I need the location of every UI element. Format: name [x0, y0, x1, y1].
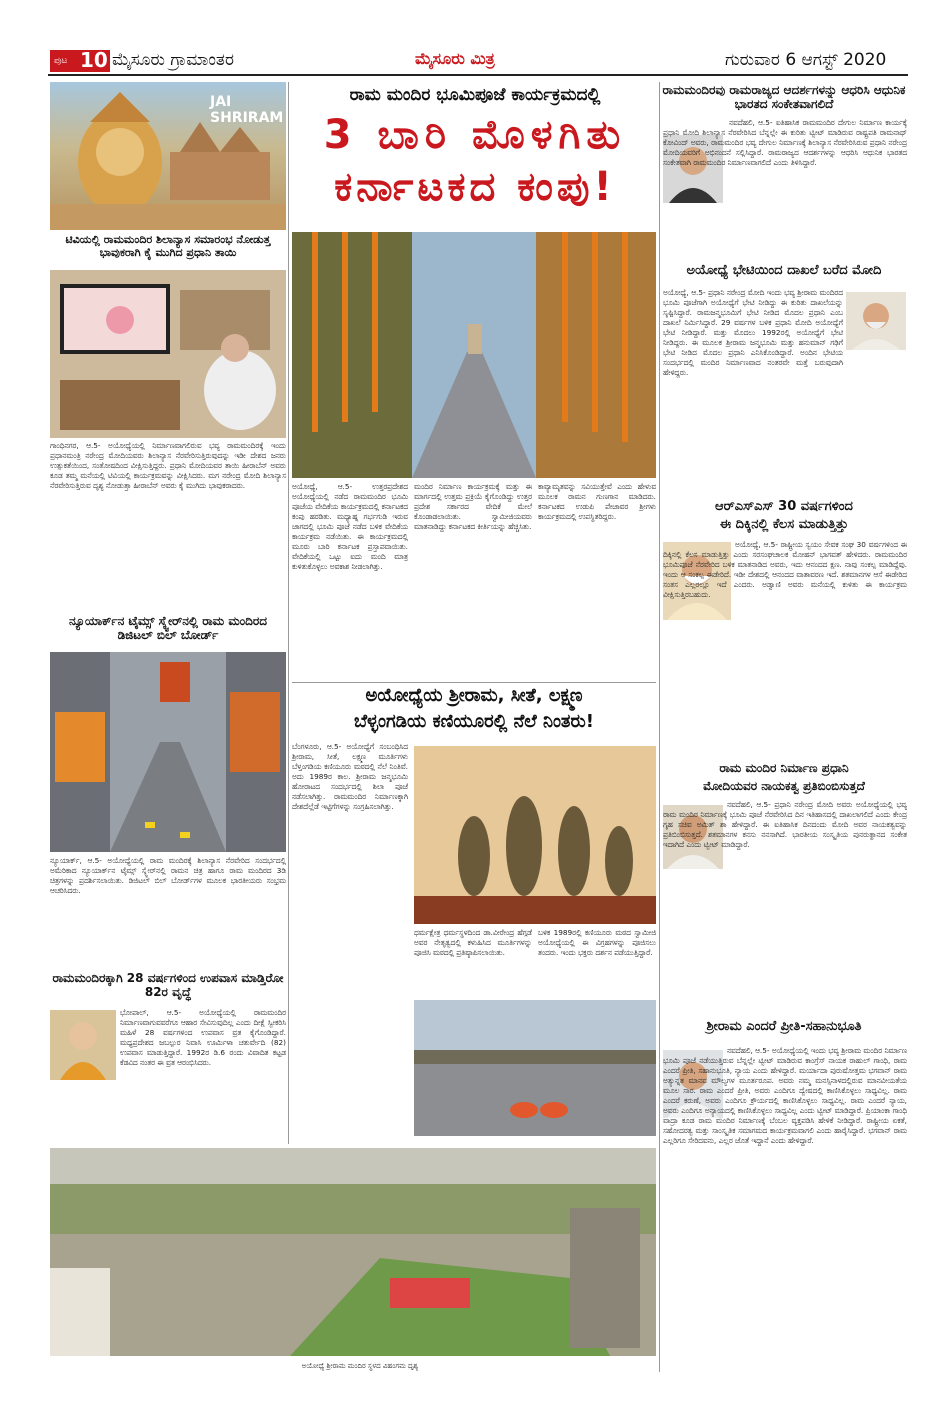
elderly-woman-illustration — [50, 1010, 116, 1080]
modi-photo — [846, 292, 906, 350]
ayodhya-street-photo — [292, 232, 656, 478]
issue-date: ಗುರುವಾರ 6 ಆಗಸ್ಟ್ 2020 — [725, 50, 887, 70]
statues-photo — [414, 746, 656, 924]
times-square-photo — [50, 652, 286, 852]
times-square-headline: ನ್ಯೂಯಾರ್ಕ್‌ನ ಟೈಮ್ಸ್ ಸ್ಕ್ವೇರ್‌ನಲ್ಲಿ ರಾಮ ಮಂದಿರದ ಡಿಜಿಟಲ್ ಬಿಲ್ ಬೋರ್ಡ್ — [69, 614, 267, 642]
page-number: 10 — [80, 48, 108, 72]
elderly-headline: ರಾಮಮಂದಿರಕ್ಕಾಗಿ 28 ವರ್ಷಗಳಿಂದ ಉಪವಾಸ ಮಾಡ್ತಿರೋ 82ರ ವೃದ್ಧೆ — [52, 971, 284, 999]
modi-headline: ಅಯೋಧ್ಯೆ ಭೇಟಿಯಿಂದ ದಾಖಲೆ ಬರೆದ ಮೋದಿ — [686, 263, 882, 278]
elderly-body: ಭೋಪಾಲ್, ಆ.5- ಅಯೋಧ್ಯೆಯಲ್ಲಿ ರಾಮಮಂದಿರ ನಿರ್ಮಾಣವಾಗುವವರೆಗೂ ಆಹಾರ ಸೇವಿಸುವುದಿಲ್ಲ ಎಂದು ದೀಕ್ಷೆ ಸ್ವೀಕರಿಸಿ ಮಹಿಳೆ 28 ವರ್ಷಗಳಿಂದ ಉಪವಾಸ ವ್ರತ ಕೈಗೊಂಡಿದ್ದಾರೆ. ಮಧ್ಯಪ್ರದೇಶದ ಜಬಲ್ಪುರ ನಿವಾಸಿ ಊರ್ಮಿಳಾ ಚತುರ್ವೇದಿ (82) ಉಪವಾಸ ಮಾಡುತ್ತಿದ್ದಾರೆ. 1992ರ ಡಿ.6 ರಂದು ವಿವಾದಿತ ಕಟ್ಟಡ ಕೆಡವಿದ ನಂತರ ಈ ವ್ರತ ಆರಂಭಿಸಿದರು. — [120, 1008, 286, 1067]
amit-shah-headline-line1: ರಾಮ ಮಂದಿರ ನಿರ್ಮಾಣ ಪ್ರಧಾನಿ — [719, 761, 849, 775]
aerial-illustration — [50, 1148, 656, 1356]
elderly-body-cont — [50, 1082, 286, 1142]
statues-body: ಬೆಂಗಳೂರು, ಆ.5- ಅಯೋಧ್ಯೆಗೆ ಸಂಬಂಧಿಸಿದ ಶ್ರೀರಾಮ, ಸೀತೆ, ಲಕ್ಷ್ಮಣ ಮೂರ್ತಿಗಳು ಬೆಳ್ತಂಗಡಿಯ ಕಣಿಯೂರು ಮಠದಲ್ಲಿ ನೆಲೆ ನಿಂತಿವೆ. ಅದು 1989ರ ಕಾಲ. ಶ್ರೀರಾಮ ಜನ್ಮಭೂಮಿ ಹೋರಾಟದ ಸಂದರ್ಭದಲ್ಲಿ ಶಿಲಾ ಪೂಜೆ ನಡೆಸಲಾಗಿತ್ತು. ರಾಮಮಂದಿರ ನಿರ್ಮಾಣಕ್ಕಾಗಿ ದೇಶದೆಲ್ಲೆಡೆ ಇಟ್ಟಿಗೆಗಳನ್ನು ಸಂಗ್ರಹಿಸಲಾಗಿತ್ತು. — [292, 742, 408, 811]
amit-shah-body: ನವದೆಹಲಿ, ಆ.5- ಪ್ರಧಾನಿ ನರೇಂದ್ರ ಮೋದಿ ಅವರು ಅಯೋಧ್ಯೆಯಲ್ಲಿ ಭವ್ಯ ರಾಮ ಮಂದಿರ ನಿರ್ಮಾಣಕ್ಕೆ ಭೂಮಿ ಪೂಜೆ ನೆರವೇರಿಸಿದ ದಿನ ಇತಿಹಾಸದಲ್ಲಿ ದಾಖಲಾಗಲಿದೆ ಎಂದು ಕೇಂದ್ರ ಗೃಹ ಸಚಿವ ಅಮಿತ್ ಶಾ ಹೇಳಿದ್ದಾರೆ. ಈ ಐತಿಹಾಸಿಕ ದಿನದಂದು ಮೋದಿ ಅವರ ನಾಯಕತ್ವವನ್ನು ಪ್ರತಿಬಿಂಬಿಸುತ್ತದೆ. ಶತಮಾನಗಳ ಕನಸು ನನಸಾಗಿದೆ. ಭಾರತೀಯ ಸಂಸ್ಕೃತಿಯ ಪುನರುತ್ಥಾನದ ಸಂಕೇತ ಇದಾಗಿದೆ ಎಂದು ಟ್ವೀಟ್ ಮಾಡಿದ್ದಾರೆ. — [663, 800, 907, 849]
column-rule-1 — [288, 82, 289, 1144]
rahul-body: ನವದೆಹಲಿ, ಆ.5- ಅಯೋಧ್ಯೆಯಲ್ಲಿ ಇಂದು ಭವ್ಯ ಶ್ರೀರಾಮ ಮಂದಿರ ನಿರ್ಮಾಣ ಭೂಮಿ ಪೂಜೆ ನಡೆಯುತ್ತಿರುವ ಬೆನ್ನಲ್ಲೇ ಟ್ವೀಟ್ ಮಾಡಿರುವ ಕಾಂಗ್ರೆಸ್ ನಾಯಕ ರಾಹುಲ್ ಗಾಂಧಿ, ರಾಮ ಎಂದರೆ ಪ್ರೀತಿ, ಸಹಾನುಭೂತಿ, ನ್ಯಾಯ ಎಂದು ಹೇಳಿದ್ದಾರೆ. ಮರ್ಯಾದಾ ಪುರುಷೋತ್ತಮ ಭಗವಾನ್ ರಾಮ ಅತ್ಯುನ್ನತ ಮಾನವ ಮೌಲ್ಯಗಳ ಮೂರ್ತರೂಪ. ಅವರು ನಮ್ಮ ಮನಸ್ಸಿನಾಳದಲ್ಲಿರುವ ಮಾನವೀಯತೆಯ ಮೂಲ ಸಾರ. ರಾಮ ಎಂದರೆ ಪ್ರೀತಿ, ಅವರು ಎಂದಿಗೂ ದ್ವೇಷದಲ್ಲಿ ಕಾಣಿಸಿಕೊಳ್ಳಲು ಸಾಧ್ಯವಿಲ್ಲ. ರಾಮ ಎಂದರೆ ಕರುಣೆ, ಅವರು ಎಂದಿಗೂ ಕ್ರೌರ್ಯದಲ್ಲಿ ಕಾಣಿಸಿಕೊಳ್ಳಲು ಸಾಧ್ಯವಿಲ್ಲ. ರಾಮ ಎಂದರೆ ನ್ಯಾಯ, ಅವರು ಎಂದಿಗೂ ಅನ್ಯಾಯದಲ್ಲಿ ಕಾಣಿಸಿಕೊಳ್ಳಲು ಸಾಧ್ಯವಿಲ್ಲ ಎಂದು ಟ್ವೀಟ್ ಮಾಡಿದ್ದಾರೆ. ಪ್ರಿಯಾಂಕಾ ಗಾಂಧಿ ವಾದ್ರಾ ಕೂಡ ರಾಮ ಮಂದಿರ ನಿರ್ಮಾಣಕ್ಕೆ ಬೆಂಬಲ ವ್ಯಕ್ತಪಡಿಸಿ ಹೇಳಿಕೆ ನೀಡಿದ್ದಾರೆ. ರಾಷ್ಟ್ರೀಯ ಏಕತೆ, ಸಹೋದರತ್ವ ಮತ್ತು ಸಾಂಸ್ಕೃತಿಕ ಸಮಾಗಮದ ಕಾರ್ಯಕ್ರಮವಾಗಲಿ ಎಂದು ಹಾರೈಸಿದ್ದಾರೆ. ಭಗವಾನ್ ರಾಮ ಎಲ್ಲರಿಗೂ ಸೇರಿದವನು, ಎಲ್ಲರ ಜೊತೆ ಇದ್ದಾನೆ ಎಂದು ಹೇಳಿದ್ದಾರೆ. — [663, 1046, 907, 1145]
grandma-body: ಗಾಂಧಿನಗರ, ಆ.5- ಅಯೋಧ್ಯೆಯಲ್ಲಿ ನಿರ್ಮಾಣವಾಗಲಿರುವ ಭವ್ಯ ರಾಮಮಂದಿರಕ್ಕೆ ಇಂದು ಪ್ರಧಾನಮಂತ್ರಿ ನರೇಂದ್ರ ಮೋದಿಯವರು ಶಿಲಾನ್ಯಾಸ ನೆರವೇರಿಸುತ್ತಿರುವುದನ್ನು ಇಡೀ ದೇಶದ ಜನರು ಉತ್ಸುಕತೆಯಿಂದ, ಸಂತೋಷದಿಂದ ವೀಕ್ಷಿಸುತ್ತಿದ್ದರು. ಪ್ರಧಾನಿ ಮೋದಿಯವರ ತಾಯಿ ಹೀರಾಬೆನ್ ಅವರು ಕೂಡ ತಮ್ಮ ಮನೆಯಲ್ಲಿ ಟಿವಿಯಲ್ಲಿ ಕಾರ್ಯಕ್ರಮವನ್ನು ವೀಕ್ಷಿಸಿದರು. ಮಗ ನರೇಂದ್ರ ಮೋದಿ ಶಿಲಾನ್ಯಾಸ ನೆರವೇರಿಸುತ್ತಿರುವ ದೃಶ್ಯ ನೋಡುತ್ತಾ ಹೀರಾಬೆನ್ ಅವರು ಕೈ ಮುಗಿದು ಭಾವುಕರಾದರು. — [50, 441, 286, 490]
ayodhya-square-photo — [414, 1000, 656, 1136]
sand-art-text: JAI SHRIRAM — [210, 94, 284, 126]
president-body: ನವದೆಹಲಿ, ಆ.5- ಐತಿಹಾಸಿಕ ರಾಮಮಂದಿರ ದೇಗುಲ ನಿರ್ಮಾಣ ಕಾರ್ಯಕ್ಕೆ ಪ್ರಧಾನಿ ಮೋದಿ ಶಿಲಾನ್ಯಾಸ ನೆರವೇರಿಸಿದ ಬೆನ್ನಲ್ಲೇ ಈ ಕುರಿತು ಟ್ವೀಟ್ ಮಾಡಿರುವ ರಾಷ್ಟ್ರಪತಿ ರಾಮನಾಥ್ ಕೋವಿಂದ್ ಅವರು, ರಾಮಮಂದಿರ ಭವ್ಯ ದೇಗುಲ ನಿರ್ಮಾಣಕ್ಕೆ ಶಿಲಾನ್ಯಾಸ ನೆರವೇರಿಸಿರುವ ಪ್ರಧಾನಿ ನರೇಂದ್ರ ಮೋದಿಯವರಿಗೆ ಅಭಿನಂದನೆ ಸಲ್ಲಿಸಿದ್ದಾರೆ. ರಾಮರಾಜ್ಯದ ಆದರ್ಶಗಳನ್ನು ಆಧರಿಸಿ ಆಧುನಿಕ ಭಾರತದ ಸಂಕೇತವಾಗಿ ರಾಮಮಂದಿರ ನಿರ್ಮಾಣವಾಗಲಿದೆ ಎಂದು ತಿಳಿಸಿದ್ದಾರೆ. — [663, 118, 907, 167]
rss-body: ಅಯೋಧ್ಯೆ, ಆ.5- ರಾಷ್ಟ್ರೀಯ ಸ್ವಯಂ ಸೇವಕ ಸಂಘ 30 ವರ್ಷಗಳಿಂದ ಈ ದಿಕ್ಕಿನಲ್ಲಿ ಕೆಲಸ ಮಾಡುತ್ತಿತ್ತು ಎಂದು ಸರಸಂಘಚಾಲಕ ಮೋಹನ್ ಭಾಗವತ್ ಹೇಳಿದರು. ರಾಮಮಂದಿರ ಭೂಮಿಪೂಜೆ ನೆರವೇರಿದ ಬಳಿಕ ಮಾತನಾಡಿದ ಅವರು, ಇದು ಆನಂದದ ಕ್ಷಣ. ನಾವು ಸಂಕಲ್ಪ ಮಾಡಿದ್ದೆವು. ಇಂದು ಆ ಸಂಕಲ್ಪ ಈಡೇರಿದೆ. ಇಡೀ ದೇಶದಲ್ಲಿ ಆನಂದದ ವಾತಾವರಣ ಇದೆ. ಶತಮಾನಗಳ ಆಸೆ ಈಡೇರಿದ ಸಂತಸ ಎಲ್ಲರಲ್ಲೂ ಇದೆ ಎಂದರು. ಅಡ್ವಾಣಿ ಅವರು ಮನೆಯಲ್ಲಿ ಕುಳಿತು ಈ ಕಾರ್ಯಕ್ರಮ ವೀಕ್ಷಿಸುತ್ತಿರಬಹುದು. — [663, 540, 907, 599]
column-rule-2 — [659, 82, 660, 1372]
rahul-headline: ಶ್ರೀರಾಮ ಎಂದರೆ ಪ್ರೀತಿ-ಸಹಾನುಭೂತಿ — [706, 1019, 862, 1034]
statues-headline-line2: ಬೆಳ್ಳಂಗಡಿಯ ಕಣಿಯೂರಲ್ಲಿ ನೆಲೆ ನಿಂತರು! — [354, 711, 594, 732]
lead-headline-line1: 3 ಬಾರಿ ಮೊಳಗಿತು — [323, 112, 627, 158]
president-headline: ರಾಮಮಂದಿರವು ರಾಮರಾಜ್ಯದ ಆದರ್ಶಗಳನ್ನು ಆಧರಿಸಿ ಆಧುನಿಕ ಭಾರತದ ಸಂಕೇತವಾಗಲಿದೆ — [662, 83, 906, 111]
statues-body3: ಬಳಿಕ 1989ರಲ್ಲಿ ಕಣಿಯೂರು ಮಠದ ಸ್ವಾಮೀಜಿ ಅಯೋಧ್ಯೆಯಲ್ಲಿ ಈ ವಿಗ್ರಹಗಳನ್ನು ಪೂಜಿಸಲು ತಂದರು. ಇಂದು ಭಕ್ತರು ದರ್ಶನ ಪಡೆಯುತ್ತಿದ್ದಾರೆ. — [538, 928, 656, 957]
elderly-woman-photo — [50, 1010, 116, 1080]
lead-kicker: ರಾಮ ಮಂದಿರ ಭೂಮಿಪೂಜೆ ಕಾರ್ಯಕ್ರಮದಲ್ಲಿ — [349, 85, 601, 105]
sand-art-photo — [50, 82, 286, 230]
ayodhya-street-illustration — [292, 232, 656, 478]
grandma-headline: ಟಿವಿಯಲ್ಲಿ ರಾಮಮಂದಿರ ಶಿಲಾನ್ಯಾಸ ಸಮಾರಂಭ ನೋಡುತ್ತ ಭಾವುಕರಾಗಿ ಕೈ ಮುಗಿದ ಪ್ರಧಾನಿ ತಾಯಿ — [65, 233, 271, 259]
ayodhya-square-illustration — [414, 1000, 656, 1136]
modi-body: ಅಯೋಧ್ಯೆ, ಆ.5- ಪ್ರಧಾನಿ ನರೇಂದ್ರ ಮೋದಿ ಇಂದು ಭವ್ಯ ಶ್ರೀರಾಮ ಮಂದಿರದ ಭೂಮಿ ಪೂಜೆಗಾಗಿ ಅಯೋಧ್ಯೆಗೆ ಭೇಟಿ ನೀಡಿದ್ದು ಈ ಕುರಿತು ದಾಖಲೆಯನ್ನು ಸೃಷ್ಟಿಸಿದ್ದಾರೆ. ರಾಮಜನ್ಮಭೂಮಿಗೆ ಭೇಟಿ ನೀಡಿದ ಮೊದಲ ಪ್ರಧಾನಿ ಎಂಬ ದಾಖಲೆ ನಿರ್ಮಿಸಿದ್ದಾರೆ. 29 ವರ್ಷಗಳ ಬಳಿಕ ಪ್ರಧಾನಿ ಮೋದಿ ಅಯೋಧ್ಯೆಗೆ ಭೇಟಿ ನೀಡಿದ್ದಾರೆ. ಮತ್ತು ಮೊದಲು 1992ರಲ್ಲಿ ಅಯೋಧ್ಯೆಗೆ ಭೇಟಿ ನೀಡಿದ್ದರು. ಈ ಮೂಲಕ ಶ್ರೀರಾಮ ಜನ್ಮಭೂಮಿ ಮತ್ತು ಹನುಮಾನ್ ಗಢಿಗೆ ಭೇಟಿ ನೀಡಿದ ಮೊದಲ ಪ್ರಧಾನಿ ಎನಿಸಿಕೊಂಡಿದ್ದಾರೆ. ಅಂದಿನ ಭೇಟಿಯ ಸಂದರ್ಭದಲ್ಲಿ ಮಂದಿರ ನಿರ್ಮಾಣವಾದ ನಂತರವೇ ಮತ್ತೆ ಬರುವುದಾಗಿ ಹೇಳಿದ್ದರು. — [663, 288, 843, 377]
statues-illustration — [414, 746, 656, 924]
statues-body2: ಧರ್ಮಕ್ಷೇತ್ರ ಧರ್ಮಸ್ಥಳದಿಂದ ಡಾ.ವೀರೇಂದ್ರ ಹೆಗ್ಗಡೆ ಅವರ ನೇತೃತ್ವದಲ್ಲಿ ಕಳುಹಿಸಿದ ಮೂರ್ತಿಗಳನ್ನು ಪೂಜಿಸಿ ಮಠದಲ್ಲಿ ಪ್ರತಿಷ್ಠಾಪಿಸಲಾಯಿತು. — [414, 928, 532, 957]
page-label: ಪುಟ — [54, 56, 68, 66]
statues-headline-line1: ಅಯೋಧ್ಯೆಯ ಶ್ರೀರಾಮ, ಸೀತೆ, ಲಕ್ಷ್ಮಣ — [365, 685, 583, 706]
page-number-badge — [50, 50, 110, 72]
amit-shah-headline-line2: ಮೋದಿಯವರ ನಾಯಕತ್ವ ಪ್ರತಿಬಿಂಬಿಸುತ್ತದೆ — [703, 779, 865, 793]
lead-body-col2: ಮಂದಿರ ನಿರ್ಮಾಣ ಕಾರ್ಯಕ್ರಮಕ್ಕೆ ಮತ್ತು ಈ ಮಾರ್ಗದಲ್ಲಿ ಉತ್ತಮ ಪ್ರಕ್ರಿಯೆ ಕೈಗೊಂಡಿದ್ದು ಉತ್ತರ ಪ್ರದೇಶ ಸರ್ಕಾರದ ವೇದಿಕೆ ಮೇಲೆ ಕೊಂಡಾಡಲಾಯಿತು. ಸ್ವಾಮೀಜಿಯವರು ಮಾತನಾಡಿದ್ದು ಕರ್ನಾಟಕದ ಕೀರ್ತಿಯನ್ನು ಹೆಚ್ಚಿಸಿತು. — [414, 482, 532, 531]
aerial-caption: ಅಯೋಧ್ಯೆ ಶ್ರೀರಾಮ ಮಂದಿರ ಸ್ಥಳದ ವಿಹಂಗಮ ದೃಶ್ಯ — [301, 1362, 419, 1370]
paper-logo: ಮೈಸೂರು ಮಿತ್ರ — [415, 49, 495, 68]
lead-body-col3: ಕಾವ್ಯಾಮೃತವನ್ನು ಸವಿಯುತ್ತೇವೆ ಎಂದು ಹೇಳುವ ಮೂಲಕ ರಾಮನ ಗುಣಗಾನ ಮಾಡಿದರು. ಕರ್ನಾಟಕದ ಉಡುಪಿ ಪೇಜಾವರ ಶ್ರೀಗಳು ಕಾರ್ಯಕ್ರಮದಲ್ಲಿ ಉಪಸ್ಥಿತರಿದ್ದರು. — [538, 482, 656, 521]
lead-body-col1: ಅಯೋಧ್ಯೆ, ಆ.5- ಉತ್ತರಪ್ರದೇಶದ ಅಯೋಧ್ಯೆಯಲ್ಲಿ ನಡೆದ ರಾಮಮಂದಿರ ಭೂಮಿ ಪೂಜೆಯ ವೇದಿಕೆಯ ಕಾರ್ಯಕ್ರಮದಲ್ಲಿ ಕರ್ನಾಟಕದ ಕಂಪು ಹರಡಿತು. ಮಧ್ಯಾಹ್ನ ಗರ್ಭಗುಡಿ ಇರುವ ಜಾಗದಲ್ಲಿ ಭೂಮಿ ಪೂಜೆ ನಡೆದ ಬಳಿಕ ವೇದಿಕೆಯ ಕಾರ್ಯಕ್ರಮ ನಡೆಯಿತು. ಈ ಕಾರ್ಯಕ್ರಮದಲ್ಲಿ ಮೂರು ಬಾರಿ ಕರ್ನಾಟಕ ಪ್ರಸ್ತಾಪವಾಯಿತು. ವೇದಿಕೆಯಲ್ಲಿ ಒಟ್ಟು ಐದು ಮಂದಿ ಮಾತ್ರ ಕುಳಿತುಕೊಳ್ಳಲು ಅವಕಾಶ ನೀಡಲಾಗಿತ್ತು. — [292, 482, 408, 571]
times-square-body: ನ್ಯೂಯಾರ್ಕ್, ಆ.5- ಅಯೋಧ್ಯೆಯಲ್ಲಿ ರಾಮ ಮಂದಿರಕ್ಕೆ ಶಿಲಾನ್ಯಾಸ ನೆರವೇರಿದ ಸಂದರ್ಭದಲ್ಲಿ ಅಮೆರಿಕಾದ ನ್ಯೂಯಾರ್ಕ್‌ನ ಟೈಮ್ಸ್ ಸ್ಕ್ವೇರ್‌ನಲ್ಲಿ ರಾಮನ ಚಿತ್ರ ಹಾಗೂ ರಾಮ ಮಂದಿರದ 3ಡಿ ಚಿತ್ರಗಳನ್ನು ಪ್ರದರ್ಶಿಸಲಾಯಿತು. ಡಿಜಿಟಲ್ ಬಿಲ್ ಬೋರ್ಡ್‌ಗಳ ಮೂಲಕ ಭಾರತೀಯರು ಸಂಭ್ರಮ ಆಚರಿಸಿದರು. — [50, 856, 286, 895]
section-name: ಮೈಸೂರು ಗ್ರಾಮಾಂತರ — [112, 50, 234, 70]
lead-headline-line2: ಕರ್ನಾಟಕದ ಕಂಪು! — [334, 164, 616, 210]
rss-headline-line2: ಈ ದಿಕ್ಕಿನಲ್ಲಿ ಕೆಲಸ ಮಾಡುತ್ತಿತ್ತು — [719, 517, 849, 532]
grandma-tv-illustration — [50, 270, 286, 438]
aerial-photo — [50, 1148, 656, 1356]
rss-headline-line1: ಆರ್‌ಎಸ್‌ಎಸ್ 30 ವರ್ಷಗಳಿಂದ — [715, 499, 853, 514]
modi-body-cont — [663, 352, 907, 496]
masthead-rule — [48, 74, 908, 76]
times-square-illustration — [50, 652, 286, 852]
modi-illustration — [846, 292, 906, 350]
section-rule-statues — [292, 682, 656, 683]
grandma-tv-photo — [50, 270, 286, 438]
